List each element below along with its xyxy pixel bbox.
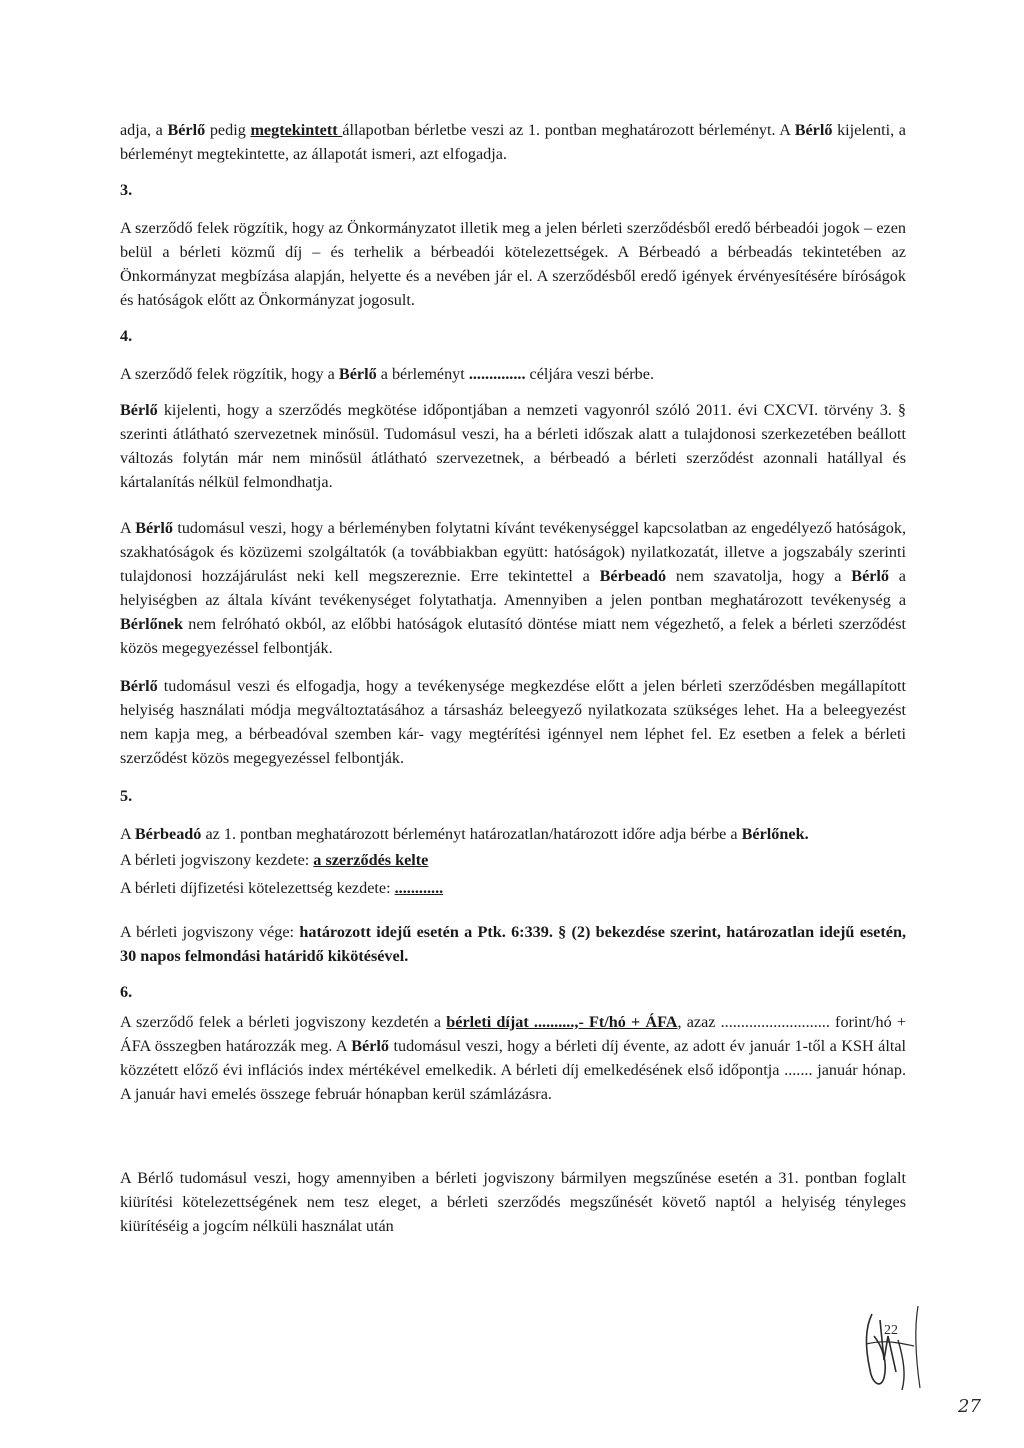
document-body xyxy=(120,118,906,1238)
handwritten-signature xyxy=(844,1300,954,1396)
section-4-paragraph-4: Bérlő tudomásul veszi és elfogadja, hogy a tevékenysége megkezdése előtt a jelen bérleti szerződésben megállapított helyiség használati módja megváltoztatásához a társasház beleegyező nyilatkozata szükséges lehet. Ha a beleegyezést nem kapja meg, a bérbeadóval szemben kár- vagy megtérítési igénnyel nem léphet fel. Ez esetben a felek a bérleti szerződést közös megegyezéssel felbontják. xyxy=(120,677,906,767)
section-5-start-line: A bérleti jogviszony kezdete: a szerződés kelte xyxy=(120,851,429,869)
section-number-6: 6. xyxy=(120,983,133,1001)
section-number-4: 4. xyxy=(120,327,133,345)
section-4-paragraph-2: Bérlő kijelenti, hogy a szerződés megkötése időpontjában a nemzeti vagyonról szóló 2011. évi CXCVI. törvény 3. § szerinti átlátható szervezetnek minősül. Tudomásul veszi, ha a bérleti időszak alatt a tulajdonosi szerkezetében beállott változás folytán már nem minősül átlátható szervezetnek, a bérbeadó a bérleti szerződést azonnali hatállyal és kártalanítás nélkül felmondhatja. xyxy=(120,401,906,491)
section-5-end-paragraph: A bérleti jogviszony vége: határozott idejű esetén a Ptk. 6:339. § (2) bekezdése szerint, határozatlan idejű esetén, 30 napos felmondási határidő kikötésével. xyxy=(120,923,906,965)
section-number-5: 5. xyxy=(120,787,133,805)
section-3-paragraph: A szerződő felek rögzítik, hogy az Önkormányzatot illetik meg a jelen bérleti szerződésből eredő bérbeadói jogok – ezen belül a bérleti közmű díj – és terhelik a bérbeadói kötelezettségek. A Bérbeadó a bérbeadás tekintetében az Önkormányzat megbízása alapján, helyette és a nevében jár el. A szerződésből eredő igények érvényesítésére bíróságok és hatóságok előtt az Önkormányzat jogosult. xyxy=(120,219,906,309)
section-number-3: 3. xyxy=(120,181,133,199)
section-4-paragraph-3: A Bérlő tudomásul veszi, hogy a bérleményben folytatni kívánt tevékenységgel kapcsolatban az engedélyező hatóságok, szakhatóságok és közüzemi szolgáltatók (a továbbiakban együtt: hatóságok) nyilatkozatát, illetve a jogszabály szerinti tulajdonosi hozzájárulást neki kell megszereznie. Erre tekintettel a Bérbeadó nem szavatolja, hogy a Bérlő a helyiségben az általa kívánt tevékenységet folytathatja. Amennyiben a jelen pontban meghatározott tevékenység a Bérlőnek nem felróható okból, az előbbi hatóságok elutasító döntése miatt nem végezhető, a felek a bérleti szerződést közös megegyezéssel felbontják. xyxy=(120,519,907,657)
section-5-payment-start-line: A bérleti díjfizetési kötelezettség kezdete: ............ xyxy=(120,879,444,897)
section-5-paragraph-1: A Bérbeadó az 1. pontban meghatározott bérleményt határozatlan/határozott időre adja bérbe a Bérlőnek. xyxy=(120,825,809,843)
signature-mark: 22 xyxy=(884,1323,898,1338)
page-number: 27 xyxy=(958,1396,981,1417)
section-6-paragraph-1: A szerződő felek a bérleti jogviszony kezdetén a bérleti díjat ..........,- Ft/hó + ÁFA, azaz ........................... forint/hó + ÁFA összegben határozzák meg. A Bérlő tudomásul veszi, hogy a bérleti díj évente, az adott év január 1-től a KSH által közzétett előző évi inflációs index mértékével emelkedik. A bérleti díj emelkedésének első időpontja ....... január hónap. A január havi emelés összege február hónapban kerül számlázásra. xyxy=(120,1013,906,1103)
section-6-paragraph-2: A Bérlő tudomásul veszi, hogy amennyiben a bérleti jogviszony bármilyen megszűnése esetén a 31. pontban foglalt kiürítési kötelezettségének nem tesz eleget, a bérleti szerződés megszűnését követő naptól a helyiség tényleges kiürítéséig a jogcím nélküli használat után xyxy=(120,1169,906,1235)
section-4-paragraph-1: A szerződő felek rögzítik, hogy a Bérlő a bérleményt .............. céljára veszi bérbe. xyxy=(120,365,655,383)
intro-paragraph: adja, a Bérlő pedig megtekintett állapotban bérletbe veszi az 1. pontban meghatározott bérleményt. A Bérlő kijelenti, a bérleményt megtekintette, az állapotát ismeri, azt elfogadja. xyxy=(120,121,906,163)
